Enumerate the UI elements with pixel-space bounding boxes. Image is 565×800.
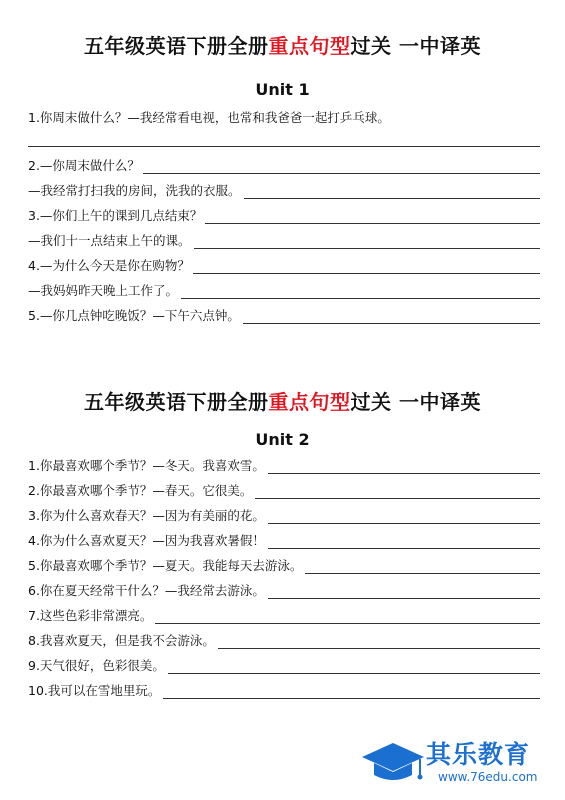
unit1-heading: Unit 1 bbox=[255, 80, 310, 99]
section2-title-post: 过关 一中译英 bbox=[350, 390, 481, 414]
section1-title-post: 过关 一中译英 bbox=[350, 34, 481, 58]
unit2-item-6-answer-line[interactable] bbox=[268, 586, 540, 599]
unit2-heading: Unit 2 bbox=[255, 430, 310, 449]
unit1-item-3-answer-line[interactable] bbox=[244, 186, 540, 199]
unit2-item-9-text: 9.天气很好，色彩很美。 bbox=[28, 658, 165, 673]
unit2-item-9-answer-line[interactable] bbox=[168, 661, 540, 674]
unit1-item-5 bbox=[28, 231, 540, 249]
brand-url: www.76edu.com bbox=[438, 770, 538, 784]
unit2-item-4-answer-line[interactable] bbox=[268, 536, 540, 549]
unit2-item-2-text: 2.你最喜欢哪个季节？—春天。它很美。 bbox=[28, 483, 253, 498]
unit2-item-8-text: 8.我喜欢夏天，但是我不会游泳。 bbox=[28, 633, 215, 648]
unit2-item-3-text: 3.你为什么喜欢春天？—因为有美丽的花。 bbox=[28, 508, 265, 523]
unit1-item-4-answer-line[interactable] bbox=[205, 211, 540, 224]
unit1-item-8-answer-line[interactable] bbox=[243, 311, 540, 324]
brand-logo bbox=[358, 735, 558, 793]
unit2-item-2 bbox=[28, 481, 540, 499]
unit1-item-3-text: —我经常打扫我的房间，洗我的衣服。 bbox=[28, 183, 241, 198]
unit1-item-6-answer-line[interactable] bbox=[193, 261, 540, 274]
unit2-item-3 bbox=[28, 506, 540, 524]
unit2-item-10-answer-line[interactable] bbox=[163, 686, 540, 699]
unit2-item-1-answer-line[interactable] bbox=[268, 461, 540, 474]
unit2-item-10 bbox=[28, 681, 540, 699]
unit2-item-5 bbox=[28, 556, 540, 574]
unit1-item-5-answer-line[interactable] bbox=[194, 236, 540, 249]
unit2-item-7-answer-line[interactable] bbox=[155, 611, 540, 624]
section2-title-highlight: 重点句型 bbox=[268, 390, 351, 414]
unit1-item-7-text: —我妈妈昨天晚上工作了。 bbox=[28, 283, 179, 298]
unit2-item-5-text: 5.你最喜欢哪个季节？—夏天。我能每天去游泳。 bbox=[28, 558, 303, 573]
graduation-cap-icon bbox=[360, 739, 426, 787]
unit2-item-10-text: 10.我可以在雪地里玩。 bbox=[28, 683, 161, 698]
unit2-item-8-answer-line[interactable] bbox=[218, 636, 540, 649]
unit2-item-9 bbox=[28, 656, 540, 674]
unit2-item-4 bbox=[28, 531, 540, 549]
unit2-item-3-answer-line[interactable] bbox=[268, 511, 540, 524]
unit2-item-5-answer-line[interactable] bbox=[305, 561, 540, 574]
unit1-item-2-text: 2.—你周末做什么？ bbox=[28, 158, 140, 173]
unit1-item-8-text: 5.—你几点钟吃晚饭？—下午六点钟。 bbox=[28, 308, 240, 323]
unit1-item-7 bbox=[28, 281, 540, 299]
unit1-item-1-text: 1.你周末做什么？—我经常看电视，也常和我爸爸一起打乒乓球。 bbox=[28, 110, 390, 125]
unit2-item-2-answer-line[interactable] bbox=[255, 486, 540, 499]
unit2-item-4-text: 4.你为什么喜欢夏天？—因为我喜欢暑假！ bbox=[28, 533, 265, 548]
unit1-item-6-text: 4.—为什么今天是你在购物？ bbox=[28, 258, 190, 273]
unit1-item-1-answer-line[interactable] bbox=[28, 146, 540, 147]
unit2-item-6 bbox=[28, 581, 540, 599]
unit2-item-7 bbox=[28, 606, 540, 624]
unit1-item-6 bbox=[28, 256, 540, 274]
unit2-item-1 bbox=[28, 456, 540, 474]
unit1-item-2-answer-line[interactable] bbox=[143, 161, 540, 174]
unit2-item-1-text: 1.你最喜欢哪个季节？—冬天。我喜欢雪。 bbox=[28, 458, 265, 473]
brand-name: 其乐教育 bbox=[426, 740, 531, 769]
section1-title bbox=[0, 30, 565, 59]
section2-title bbox=[0, 386, 565, 415]
unit1-item-5-text: —我们十一点结束上午的课。 bbox=[28, 233, 191, 248]
unit1-item-1 bbox=[28, 108, 540, 126]
section1-title-highlight: 重点句型 bbox=[268, 34, 351, 58]
unit2-item-8 bbox=[28, 631, 540, 649]
unit2-item-6-text: 6.你在夏天经常干什么？—我经常去游泳。 bbox=[28, 583, 265, 598]
unit2-item-7-text: 7.这些色彩非常漂亮。 bbox=[28, 608, 153, 623]
unit1-item-8 bbox=[28, 306, 540, 324]
unit1-item-2 bbox=[28, 156, 540, 174]
unit1-item-3 bbox=[28, 181, 540, 199]
unit1-item-4-text: 3.—你们上午的课到几点结束？ bbox=[28, 208, 203, 223]
section1-title-pre: 五年级英语下册全册 bbox=[84, 34, 269, 58]
section2-title-pre: 五年级英语下册全册 bbox=[84, 390, 269, 414]
unit1-item-4 bbox=[28, 206, 540, 224]
unit1-item-7-answer-line[interactable] bbox=[181, 286, 540, 299]
